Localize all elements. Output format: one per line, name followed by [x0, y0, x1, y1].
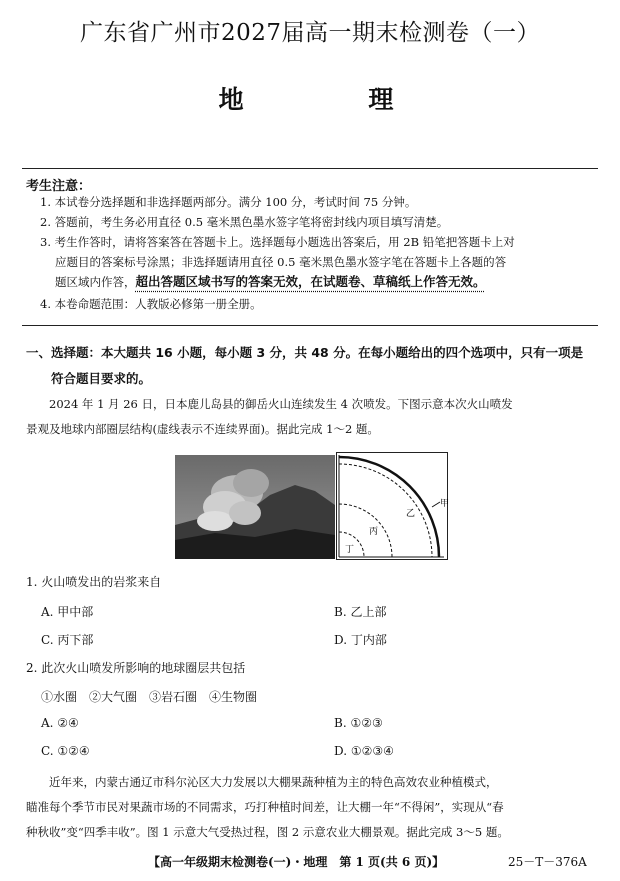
notice-item-3-tail: 题区域内作答， — [55, 275, 136, 289]
footer-code: 25－T－376A — [508, 855, 587, 869]
q2-option-b[interactable]: B. ①②③ — [334, 716, 383, 730]
passage-2 — [26, 770, 598, 845]
intro-paragraph — [26, 392, 598, 442]
question-1-stem: 1. 火山喷发出的岩浆来自 — [26, 575, 162, 589]
passage-2-line-3: 种秋收”变“四季丰收”。图 1 示意大气受热过程，图 2 示意农业大棚景观。据此完成 3～5 题。 — [26, 825, 509, 839]
page-title: 广东省广州市2027届高一期末检测卷（一） — [79, 20, 541, 46]
label-jia: 甲 — [440, 499, 450, 509]
label-ding: 丁 — [345, 545, 355, 555]
notice-item-2: 2. 答题前，考生务必用直径 0.5 毫米黑色墨水签字笔将密封线内项目填写清楚。 — [40, 215, 449, 229]
section-heading-line-1: 一、选择题：本大题共 16 小题，每小题 3 分，共 48 分。在每小题给出的四个选项中，只有一项是 — [26, 345, 584, 360]
q2-option-d[interactable]: D. ①②③④ — [334, 744, 394, 758]
notice-heading: 考生注意： — [26, 179, 92, 194]
intro-line-1: 2024 年 1 月 26 日，日本鹿儿岛县的御岳火山连续发生 4 次喷发。下图示意本次火山喷发 — [49, 397, 513, 411]
label-bing: 丙 — [369, 527, 379, 537]
subject-title: 地 理 — [218, 85, 432, 114]
footer-exam-info: 【高一年级期末检测卷(一)・地理 第 1 页(共 6 页)】 — [148, 855, 445, 869]
volcano-eruption-photo — [175, 455, 335, 559]
q2-items: ①水圈 ②大气圈 ③岩石圈 ④生物圈 — [41, 690, 258, 704]
q1-option-d[interactable]: D. 丁内部 — [334, 633, 387, 647]
q2-option-c[interactable]: C. ①②④ — [41, 744, 90, 758]
section-heading-line-2: 符合题目要求的。 — [51, 371, 152, 386]
question-2-stem: 2. 此次火山喷发所影响的地球圈层共包括 — [26, 661, 246, 675]
q2-option-a[interactable]: A. ②④ — [41, 716, 79, 730]
q1-option-a[interactable]: A. 甲中部 — [41, 605, 94, 619]
earth-layers-diagram — [336, 452, 448, 560]
q1-option-c[interactable]: C. 丙下部 — [41, 633, 94, 647]
notice-item-1: 1. 本试卷分选择题和非选择题两部分。满分 100 分，考试时间 75 分钟。 — [40, 195, 417, 209]
notice-emphasis: 超出答题区域书写的答案无效，在试题卷、草稿纸上作答无效。 — [135, 274, 486, 289]
notice-item-4: 4. 本卷命题范围：人教版必修第一册全册。 — [40, 297, 262, 311]
q1-option-b[interactable]: B. 乙上部 — [334, 605, 387, 619]
passage-2-line-2: 瞄准每个季节市民对果蔬市场的不同需求，巧打种植时间差，让大棚一年“不得闲”，实现从“春 — [26, 800, 504, 814]
passage-2-line-1: 近年来，内蒙古通辽市科尔沁区大力发展以大棚果蔬种植为主的特色高效农业种植模式， — [49, 775, 498, 789]
intro-line-2: 景观及地球内部圈层结构(虚线表示不连续界面)。据此完成 1～2 题。 — [26, 422, 379, 436]
notice-item-3-end — [55, 272, 615, 292]
notice-divider — [22, 325, 598, 326]
section-heading — [26, 340, 598, 392]
notice-item-3: 3. 考生作答时，请将答案答在答题卡上。选择题每小题选出答案后，用 2B 铅笔把答题卡上对 — [40, 235, 515, 249]
notice-item-3-cont: 应题目的答案标号涂黑；非选择题请用直径 0.5 毫米黑色墨水签字笔在答题卡上各题的答 — [55, 255, 507, 269]
top-divider — [22, 168, 598, 169]
label-yi: 乙 — [406, 509, 416, 519]
